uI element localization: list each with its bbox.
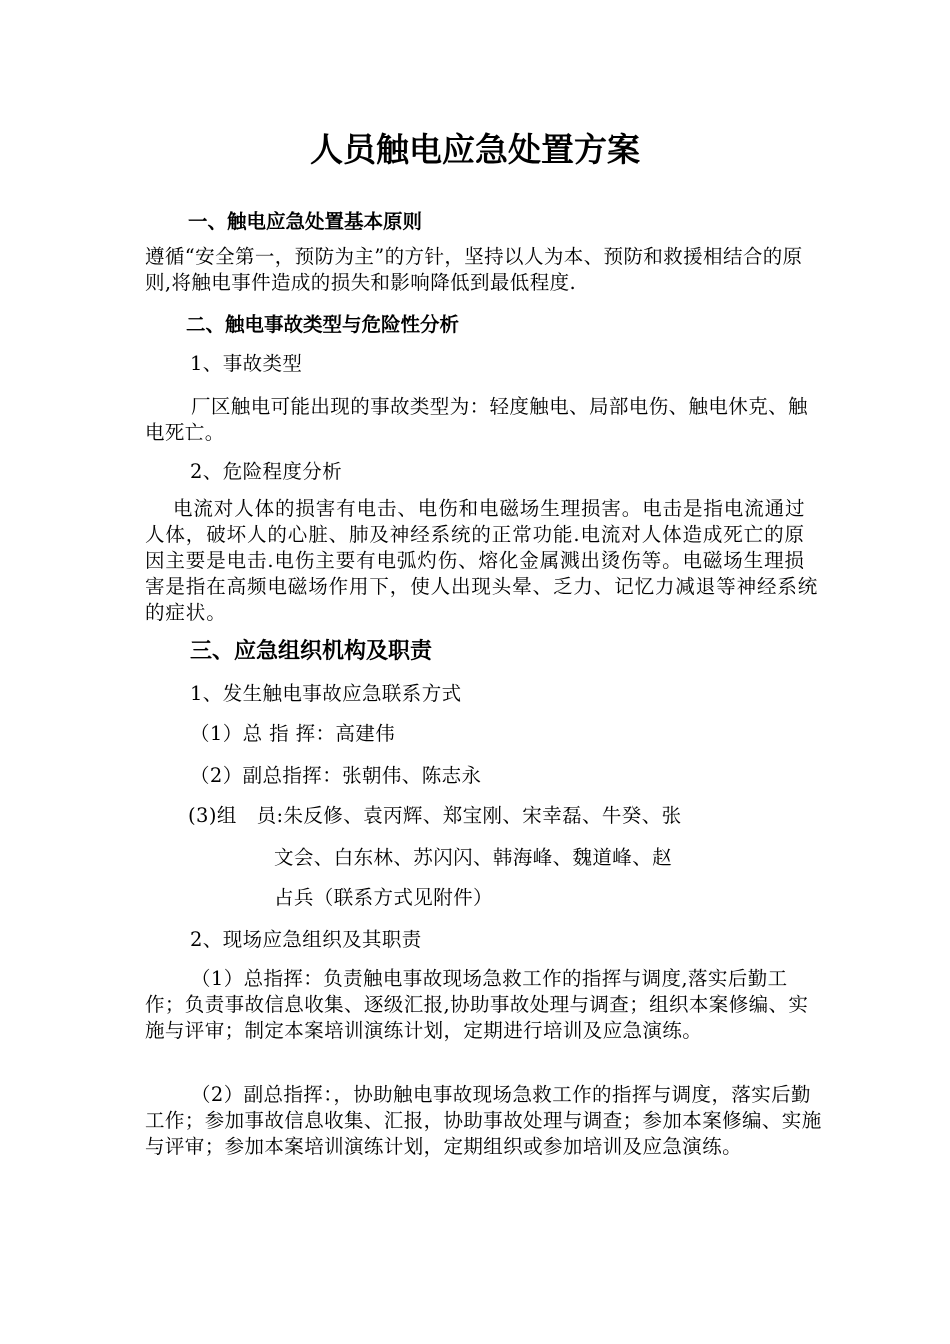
section3-subheading-1: 1、发生触电事故应急联系方式 (190, 682, 462, 705)
section2-heading: 二、触电事故类型与危险性分析 (186, 313, 460, 336)
section2-paragraph-2: 电流对人体的损害有电击、电伤和电磁场生理损害。电击是指电流通过人体，破坏人的心脏、肺及神经系统的正常功能.电流对人体造成死亡的原因主要是电击.电伤主要有电弧灼伤、熔化金属溅出烫伤等。电磁场生理损害是指在高频电磁场作用下，使人出现头晕、乏力、记忆力减退等神经系统的症状。 (145, 497, 819, 624)
contact-members-line-3: 占兵（联系方式见附件） (274, 886, 493, 909)
section2-paragraph-1: 厂区触电可能出现的事故类型为：轻度触电、局部电伤、触电休克、触电死亡。 (145, 395, 808, 444)
duty-deputy: （2）副总指挥：，协助触电事故现场急救工作的指挥与调度，落实后勤工作；参加事故信息收集、汇报，协助事故处理与调查；参加本案修编、实施与评审；参加本案培训演练计划，定期组织或参加培训及应急演练。 (145, 1083, 822, 1158)
contact-deputy: （2）副总指挥：张朝伟、陈志永 (190, 764, 482, 787)
section2-subheading-1: 1、事故类型 (190, 352, 303, 375)
section2-subheading-2: 2、危险程度分析 (190, 460, 343, 483)
section1-heading: 一、触电应急处置基本原则 (188, 210, 423, 233)
section1-paragraph: 遵循“安全第一，预防为主”的方针，坚持以人为本、预防和救援相结合的原则,将触电事件造成的损失和影响降低到最低程度. (145, 245, 803, 294)
section3-subheading-2: 2、现场应急组织及其职责 (190, 928, 422, 951)
contact-members-line-2: 文会、白东林、苏闪闪、韩海峰、魏道峰、赵 (274, 846, 673, 869)
contact-members-line-1: (3)组 员:朱反修、袁丙辉、郑宝刚、宋幸磊、牛癸、张 (188, 804, 682, 827)
duty-commander: （1）总指挥：负责触电事故现场急救工作的指挥与调度,落实后勤工作；负责事故信息收集、逐级汇报,协助事故处理与调查；组织本案修编、实施与评审；制定本案培训演练计划，定期进行培训及应急演练。 (145, 967, 809, 1042)
contact-commander: （1）总 指 挥：高建伟 (190, 722, 396, 745)
document-title: 人员触电应急处置方案 (310, 130, 640, 169)
section3-heading: 三、应急组织机构及职责 (190, 639, 433, 664)
